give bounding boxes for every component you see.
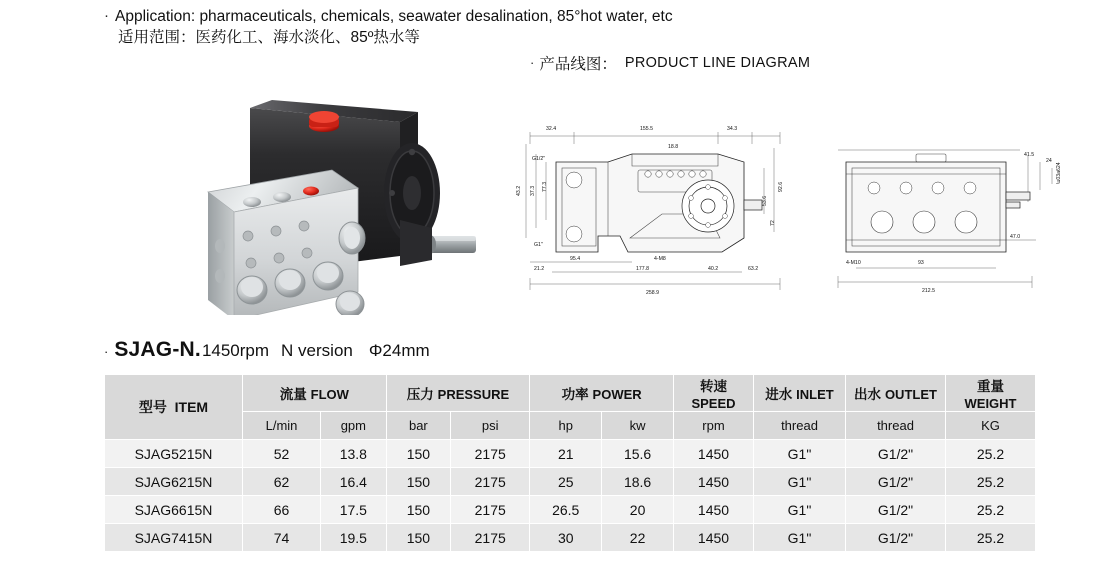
- header-unit-kg: KG: [946, 412, 1036, 440]
- cell-lmin: 52: [243, 440, 321, 468]
- header-power-en: POWER: [592, 387, 642, 402]
- label-4m10: 4-M10: [846, 260, 861, 266]
- application-text-en: Application: pharmaceuticals, chemicals, seawater desalination, 85°hot water, etc: [115, 8, 673, 25]
- header-unit-inlet-thread: thread: [754, 412, 846, 440]
- dim-43-2: 43.2: [516, 185, 522, 196]
- dim-41-5: 41.5: [1024, 152, 1035, 158]
- dim-21-2: 21.2: [534, 266, 545, 272]
- table-row: [105, 440, 1036, 468]
- pld-label-cn: 产品线图：: [539, 56, 617, 73]
- cell-rpm: 1450: [674, 524, 754, 552]
- cell-inlet: G1": [754, 468, 846, 496]
- header-flow-en: FLOW: [310, 387, 349, 402]
- dim-212-5: 212.5: [922, 288, 935, 294]
- cell-kw: 15.6: [602, 440, 674, 468]
- header-flow-cn: 流量: [279, 387, 307, 402]
- dim-177-8: 177.8: [636, 266, 649, 272]
- label-g-half: G1/2": [532, 156, 546, 162]
- cell-lmin: 66: [243, 496, 321, 524]
- cell-inlet: G1": [754, 524, 846, 552]
- header-unit-gpm: gpm: [321, 412, 387, 440]
- cell-rpm: 1450: [674, 440, 754, 468]
- header-weight-cn: 重量: [977, 379, 1004, 394]
- cell-gpm: 16.4: [321, 468, 387, 496]
- header-pressure-cn: 压力: [406, 387, 434, 402]
- header-pressure: [386, 375, 530, 412]
- cell-outlet: G1/2": [846, 468, 946, 496]
- dim-72: 72: [770, 220, 776, 226]
- dim-63-2: 63.2: [748, 266, 759, 272]
- cell-psi: 2175: [451, 524, 530, 552]
- cell-bar: 150: [386, 468, 450, 496]
- series-model: SJAG-N.: [114, 338, 201, 361]
- specification-table: [104, 374, 1036, 552]
- dim-155-5: 155.5: [640, 126, 653, 132]
- series-shaft: Φ24mm: [368, 341, 430, 360]
- header-outlet-en: OUTLET: [884, 387, 937, 402]
- dim-47: 47.0: [1010, 234, 1021, 240]
- bullet-icon: ·: [530, 55, 535, 70]
- table-header-row-1: [105, 375, 1036, 412]
- table-head: [105, 375, 1036, 440]
- cell-outlet: G1/2": [846, 440, 946, 468]
- bullet-icon: ·: [104, 344, 109, 359]
- dim-18-8: 18.8: [668, 144, 679, 150]
- cell-psi: 2175: [451, 440, 530, 468]
- header-item-cn: 型号: [138, 399, 167, 415]
- label-g1: G1": [534, 242, 543, 248]
- header-unit-hp: hp: [530, 412, 602, 440]
- header-outlet: [846, 375, 946, 412]
- header-unit-outlet-thread: thread: [846, 412, 946, 440]
- cell-rpm: 1450: [674, 496, 754, 524]
- cell-kg: 25.2: [946, 468, 1036, 496]
- cell-inlet: G1": [754, 440, 846, 468]
- table-row: [105, 524, 1036, 552]
- cell-hp: 30: [530, 524, 602, 552]
- dim-32-4: 32.4: [546, 126, 557, 132]
- cell-hp: 21: [530, 440, 602, 468]
- cell-kg: 25.2: [946, 524, 1036, 552]
- dim-40-2: 40.2: [708, 266, 719, 272]
- table-row: [105, 496, 1036, 524]
- application-line-english: [104, 6, 744, 27]
- cell-gpm: 17.5: [321, 496, 387, 524]
- cell-model: SJAG6215N: [105, 468, 243, 496]
- cell-bar: 150: [386, 440, 450, 468]
- header-unit-bar: bar: [386, 412, 450, 440]
- cell-model: SJAG5215N: [105, 440, 243, 468]
- header-unit-kw: kw: [602, 412, 674, 440]
- dim-phi24: \u03a624: [1056, 162, 1062, 184]
- header-item-en: ITEM: [174, 399, 209, 415]
- product-line-diagram-caption: [530, 52, 810, 74]
- dim-77-3: 77.3: [542, 181, 548, 192]
- header-speed: [674, 375, 754, 412]
- dim-93: 93: [918, 260, 924, 266]
- pump-photo: [100, 60, 480, 315]
- cell-psi: 2175: [451, 468, 530, 496]
- header-flow: [243, 375, 387, 412]
- cell-gpm: 19.5: [321, 524, 387, 552]
- header-unit-lmin: L/min: [243, 412, 321, 440]
- dim-53-6: 53.6: [762, 195, 768, 206]
- series-title: [104, 338, 430, 362]
- cell-gpm: 13.8: [321, 440, 387, 468]
- header-weight-en: WEIGHT: [964, 396, 1017, 411]
- technical-drawing-side-view: [512, 110, 802, 300]
- cell-lmin: 74: [243, 524, 321, 552]
- table-row: [105, 468, 1036, 496]
- header-pressure-en: PRESSURE: [437, 387, 510, 402]
- dim-258-9: 258.9: [646, 290, 659, 296]
- table-header-row-2: [105, 412, 1036, 440]
- cell-model: SJAG6615N: [105, 496, 243, 524]
- header-weight: [946, 375, 1036, 412]
- cell-lmin: 62: [243, 468, 321, 496]
- bullet-icon: ·: [104, 7, 109, 24]
- cell-hp: 26.5: [530, 496, 602, 524]
- header-unit-psi: psi: [451, 412, 530, 440]
- cell-model: SJAG7415N: [105, 524, 243, 552]
- cell-kw: 20: [602, 496, 674, 524]
- header-speed-cn: 转速: [700, 379, 727, 394]
- cell-outlet: G1/2": [846, 496, 946, 524]
- table-body: [105, 440, 1036, 552]
- cell-outlet: G1/2": [846, 524, 946, 552]
- header-outlet-cn: 出水: [854, 387, 882, 402]
- header-item: [105, 375, 243, 440]
- application-text-cn: 适用范围：医药化工、海水淡化、85º热水等: [118, 29, 420, 46]
- cell-psi: 2175: [451, 496, 530, 524]
- cell-kg: 25.2: [946, 496, 1036, 524]
- dim-95-4: 95.4: [570, 256, 581, 262]
- header-power: [530, 375, 674, 412]
- cell-kg: 25.2: [946, 440, 1036, 468]
- cell-bar: 150: [386, 496, 450, 524]
- header-inlet-en: INLET: [796, 387, 834, 402]
- header-speed-en: SPEED: [691, 396, 736, 411]
- header-inlet: [754, 375, 846, 412]
- header-power-cn: 功率: [561, 387, 589, 402]
- series-speed: 1450rpm: [201, 341, 270, 360]
- cell-inlet: G1": [754, 496, 846, 524]
- cell-kw: 18.6: [602, 468, 674, 496]
- dim-37-3: 37.3: [530, 185, 536, 196]
- application-block: [104, 6, 744, 49]
- pld-label-en: PRODUCT LINE DIAGRAM: [624, 55, 811, 71]
- label-4m8: 4-M8: [654, 256, 666, 262]
- header-inlet-cn: 进水: [765, 387, 793, 402]
- dim-92-6: 92.6: [778, 181, 784, 192]
- cell-hp: 25: [530, 468, 602, 496]
- cell-bar: 150: [386, 524, 450, 552]
- series-version: N version: [281, 341, 353, 360]
- dim-24-small: 24: [1046, 158, 1052, 164]
- dim-34-3: 34.3: [727, 126, 738, 132]
- header-unit-rpm: rpm: [674, 412, 754, 440]
- cell-kw: 22: [602, 524, 674, 552]
- cell-rpm: 1450: [674, 468, 754, 496]
- technical-drawing-front-view: [820, 110, 1065, 300]
